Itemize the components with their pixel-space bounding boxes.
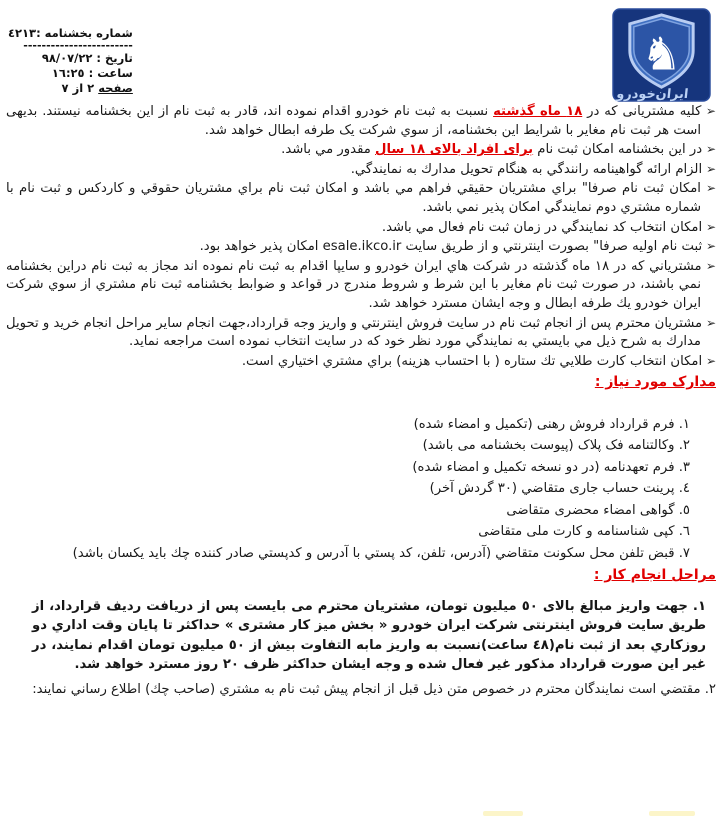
step-item: ١. جهت واریز مبالغ بالای ٥٠ میلیون تومان، مشتریان محترم می بایست پس از دریافت ردیف قرارداد، از طریق سایت فروش اینترنتی شرکت ایران خودرو « بخش میز کار مشتری » حداکثر تا پایان وقت اداري دو روزکاري بعد از ثبت نام(٤٨ ساعت)نسبت به واریز مابه التفاوت بیش از ٥٠ میلیون تومان اقدام نمایند، در غیر این صورت قرارداد مذکور غیر فعال شده و وجه ایشان حداکثر ظرف ٢٠ روز مسترد خواهد شد. xyxy=(32,599,707,673)
circular-date: تاریخ : ٩٨/٠٧/٢٢ xyxy=(41,51,133,65)
bullet-item: ➢ امکان ثبت نام صرفا" براي مشتریان حقیقي فراهم مي باشد و امکان ثبت نام براي مشتریان حقوقي و کاردکس و ثبت نام با شماره مشتري دوم نمایندگي امکان پذیر نمي باشد. xyxy=(6,181,716,215)
document-item: ٦. کپی شناسنامه و کارت ملی متقاضی xyxy=(478,524,690,540)
bullet-arrow-icon: ➢ xyxy=(702,219,716,234)
document-item: ٤. پرینت حساب جاری متقاضي (٣٠ گردش آخر) xyxy=(429,481,690,497)
bullet-arrow-icon: ➢ xyxy=(702,142,716,157)
bullet-arrow-icon: ➢ xyxy=(702,315,716,330)
document-header xyxy=(0,0,723,102)
bullet-item: ➢ الزام ارائه گواهینامه رانندگي به هنگام تحویل مدارك به نمایندگي. xyxy=(350,161,716,177)
bullet-item: ➢ ثبت نام اولیه صرفا" بصورت اینترنتي و از طریق سایت esale.ikco.ir امکان پذیر خواهد بود. xyxy=(199,239,716,255)
document-item: ٢. وکالتنامه فک پلاک (پیوست بخشنامه می باشد) xyxy=(422,438,690,454)
steps-heading: مراحل انجام کار : xyxy=(593,567,716,584)
bullet-arrow-icon: ➢ xyxy=(702,239,716,254)
bullet-list xyxy=(6,102,716,371)
page-number: صفحه ٢ از ٧ xyxy=(61,81,133,95)
bullet-arrow-icon: ➢ xyxy=(702,161,716,176)
bullet-item: ➢ مشتریان محترم پس از انجام ثبت نام در سایت فروش اینترنتي و واریز وجه قرارداد،جهت انجام سایر مراحل انجام خرید و تحویل مدارك به شرح ذیل مي بایستي به نمایندگي مورد نظر خود که در سایت انتخاب نموده است مراجعه نماید. xyxy=(6,315,716,350)
bullet-item: ➢ کلیه مشتریانی که در ١٨ ماه گذشته نسبت به ثبت نام خودرو اقدام نموده اند، قادر به ثبت نام از این بخشنامه نیستند. بدیهی است هر ثبت نام مغایر با شرایط این بخشنامه، از سوي شرکت یک طرفه ابطال خواهد شد. xyxy=(6,104,716,138)
bullet-arrow-icon: ➢ xyxy=(700,181,716,196)
bullet-item: ➢ امکان انتخاب کارت طلایي تك ستاره ( با احتساب هزینه) براي مشتري اختیاري است. xyxy=(241,353,716,369)
highlight-remnant xyxy=(649,811,695,816)
iran-khodro-logo-graphic xyxy=(612,8,711,102)
step-item: ٢. مقتضي است نمایندگان محترم در خصوص متن ذیل قبل از انجام پیش ثبت نام به مشتري (صاحب چك) اطلاع رساني نمایند: xyxy=(32,681,716,697)
header-divider: ------------------------ xyxy=(23,39,133,52)
document-item: ٧. قبض تلفن محل سکونت متقاضي (آدرس، تلفن، کد پستي با آدرس و کدپستي صادر کننده چك باید یکسان باشد) xyxy=(72,545,690,561)
bullet-arrow-icon: ➢ xyxy=(702,353,716,368)
header-meta xyxy=(8,26,133,96)
steps-list xyxy=(6,597,716,699)
bullet-item: ➢ مشتریاني که در ١٨ ماه گذشته در شرکت هاي ایران خودرو و سایپا اقدام به ثبت نام نموده اند مجاز به ثبت نام دراین بخشنامه نمي باشند، در صورت ثبت نام مغایر با این شرط و شروط مندرج در قواعد و ضوابط بخشنامه ثبت نام مشتري از سوي شرکت ایران خودرو یك طرفه ابطال و وجه ایشان مسترد خواهد شد. xyxy=(6,258,716,311)
iran-khodro-logo xyxy=(612,8,711,102)
document-body xyxy=(0,102,723,699)
documents-heading: مدارک مورد نیاز : xyxy=(594,374,716,391)
documents-list xyxy=(6,414,716,565)
bullet-arrow-icon: ➢ xyxy=(701,104,716,118)
document-item: ١. فرم قرارداد فروش رهنی (تکمیل و امضاء شده) xyxy=(413,416,690,432)
bullet-arrow-icon: ➢ xyxy=(701,258,716,273)
bullet-item: ➢ امکان انتخاب کد نمایندگي در زمان ثبت نام فعال مي باشد. xyxy=(381,219,716,235)
highlight-remnant xyxy=(483,811,523,816)
document-item: ٣. فرم تعهدنامه (در دو نسخه تکمیل و امضاء شده) xyxy=(412,459,690,475)
circular-time: ساعت : ١٦:٢٥ xyxy=(51,66,133,80)
logo-wordmark: ایران‌خودرو xyxy=(615,87,690,102)
bullet-item: ➢ در این بخشنامه امکان ثبت نام برای افراد بالای ١٨ سال مقدور مي باشد. xyxy=(281,142,716,158)
horse-icon: ♞ xyxy=(641,27,682,81)
circular-number: شماره بخشنامه :٤٢١٣ xyxy=(8,26,133,40)
document-item: ٥. گواهی امضاء محضری متقاضی xyxy=(506,502,690,518)
